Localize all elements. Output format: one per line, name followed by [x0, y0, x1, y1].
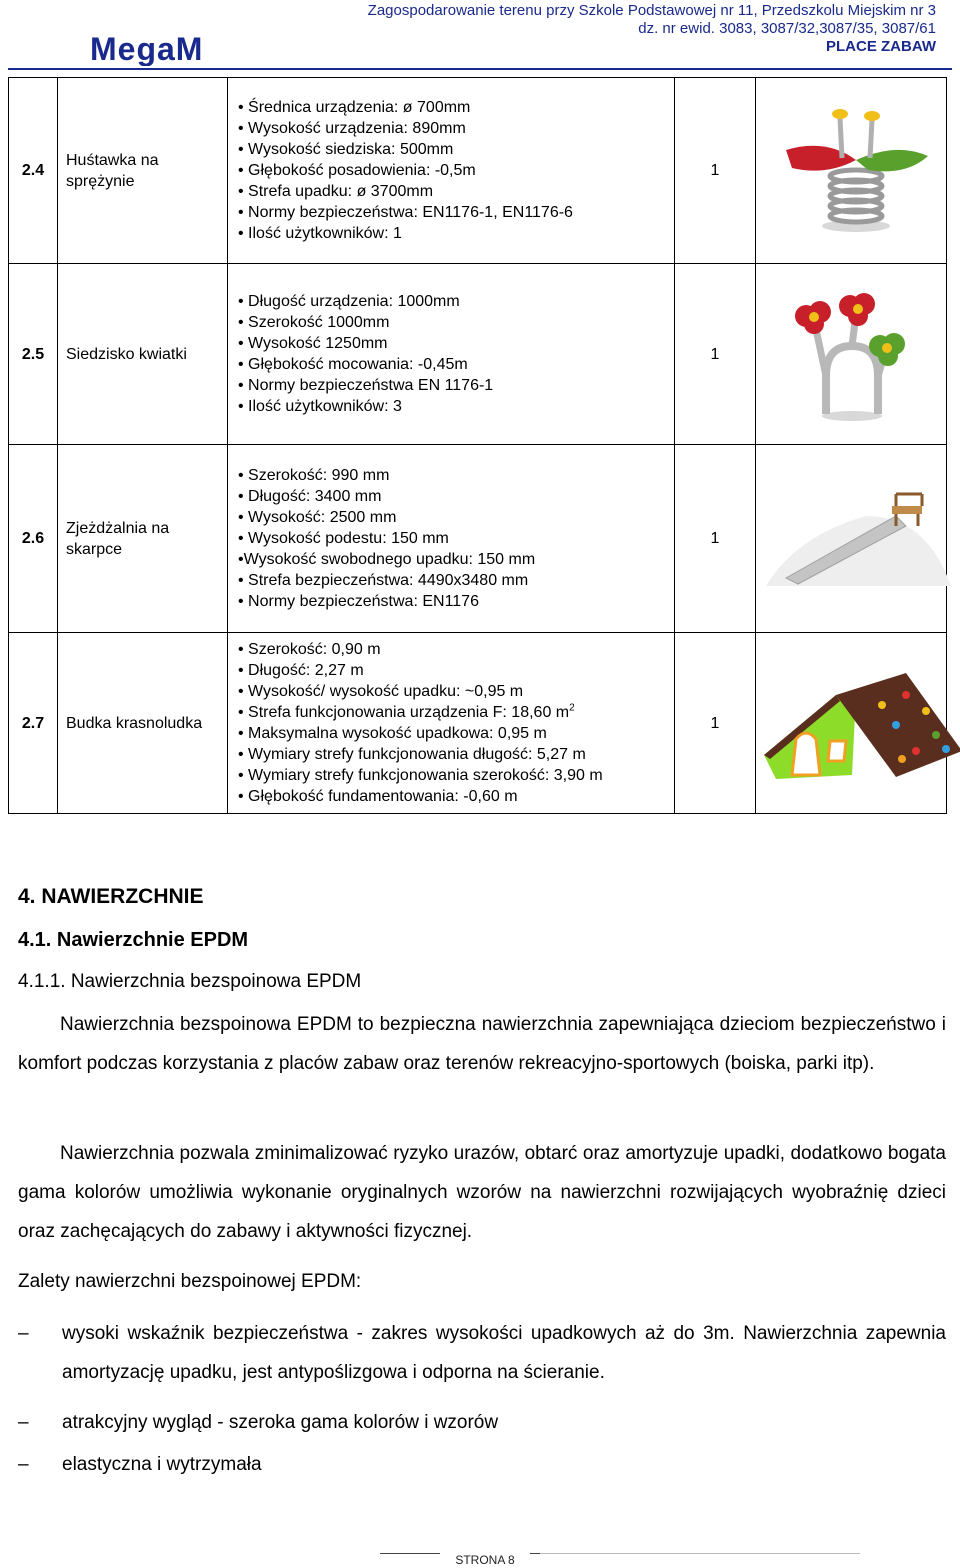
- param-item: • Wysokość swobodnego upadku: 150 mm: [238, 549, 674, 570]
- param-item: • Głębokość posadowienia: -0,5m: [238, 160, 674, 181]
- row-number: 2.7: [9, 633, 58, 814]
- equipment-params: [228, 445, 675, 633]
- page-header: [0, 0, 960, 72]
- param-item: • Długość: 3400 mm: [238, 486, 674, 507]
- param-item: • Głębokość mocowania: -0,45m: [238, 354, 674, 375]
- param-item: • Wymiary strefy funkcjonowania długość: 5,27 m: [238, 744, 674, 765]
- dash-bullet: –: [18, 1412, 29, 1433]
- param-item: • Szerokość: 990 mm: [238, 465, 674, 486]
- dwarf-house-icon: [756, 655, 960, 785]
- equipment-photo: [756, 445, 947, 633]
- table-row: [9, 264, 947, 445]
- subsection-heading: 4.1. Nawierzchnie EPDM: [18, 929, 249, 951]
- param-item: • Wysokość siedziska: 500mm: [238, 139, 674, 160]
- header-parcel-numbers: dz. nr ewid. 3083, 3087/32,3087/35, 3087/61: [638, 20, 936, 37]
- equipment-photo: [756, 264, 947, 445]
- table-row: [9, 445, 947, 633]
- quantity: 1: [675, 78, 756, 264]
- subsubsection-heading: 4.1.1. Nawierzchnia bezspoinowa EPDM: [18, 971, 362, 992]
- unit-superscript: 2: [569, 702, 575, 714]
- param-item: • Szerokość 1000mm: [238, 312, 674, 333]
- param-item: • Ilość użytkowników: 1: [238, 223, 674, 244]
- equipment-name: Siedzisko kwiatki: [58, 264, 228, 445]
- param-item: • Normy bezpieczeństwa EN 1176-1: [238, 375, 674, 396]
- list-item: [18, 1314, 946, 1392]
- param-item: [238, 702, 674, 723]
- param-item: • Szerokość: 0,90 m: [238, 639, 674, 660]
- param-item: • Maksymalna wysokość upadkowa: 0,95 m: [238, 723, 674, 744]
- equipment-params: [228, 264, 675, 445]
- param-item: • Strefa bezpieczeństwa: 4490x3480 mm: [238, 570, 674, 591]
- paragraph-benefits: Nawierzchnia pozwala zminimalizować ryzyko urazów, obtarć oraz amortyzuje upadki, dodatkowo bogata gama kolorów umożliwia wykonanie oryginalnych wzorów na nawierzchni rozwijających wyobraźnię dzieci oraz zachęcających do zabawy i aktywności fizycznej.: [18, 1143, 946, 1242]
- equipment-params: [228, 78, 675, 264]
- slope-slide-icon: [756, 476, 956, 596]
- row-number: 2.4: [9, 78, 58, 264]
- advantages-title: Zalety nawierzchni bezspoinowej EPDM:: [18, 1271, 362, 1292]
- param-item: • Strefa upadku: ø 3700mm: [238, 181, 674, 202]
- table-row: [9, 78, 947, 264]
- quantity: 1: [675, 264, 756, 445]
- param-item: • Wysokość: 2500 mm: [238, 507, 674, 528]
- advantages-list: [18, 1314, 946, 1484]
- row-number: 2.6: [9, 445, 58, 633]
- paragraph-intro: Nawierzchnia bezspoinowa EPDM to bezpieczna nawierzchnia zapewniająca dzieciom bezpieczeństwo i komfort podczas korzystania z placów zabaw oraz terenów rekreacyjno-sportowych (boiska, parki itp).: [18, 1014, 946, 1074]
- quantity: 1: [675, 445, 756, 633]
- svg-text:MegaM: MegaM: [90, 31, 204, 66]
- param-text: Strefa funkcjonowania urządzenia F: 18,60 m: [248, 704, 570, 721]
- param-item: • Normy bezpieczeństwa: EN1176: [238, 591, 674, 612]
- section-heading: 4. NAWIERZCHNIE: [18, 885, 204, 908]
- footer-divider: [540, 1553, 860, 1554]
- header-section-title: PLACE ZABAW: [826, 38, 936, 55]
- flower-seats-icon: [756, 276, 956, 426]
- list-item: [18, 1403, 946, 1442]
- param-item: • Długość: 2,27 m: [238, 660, 674, 681]
- param-item: • Wysokość podestu: 150 mm: [238, 528, 674, 549]
- table-row: [9, 633, 947, 814]
- equipment-name: Zjeżdżalnia na skarpce: [58, 445, 228, 633]
- header-project-title: Zagospodarowanie terenu przy Szkole Podstawowej nr 11, Przedszkolu Miejskim nr 3: [367, 2, 936, 19]
- list-item-text: elastyczna i wytrzymała: [62, 1454, 262, 1475]
- param-item: • Średnica urządzenia: ø 700mm: [238, 97, 674, 118]
- equipment-spec-table: [8, 77, 947, 814]
- page-number: STRONA 8: [440, 1553, 530, 1567]
- dash-bullet: –: [18, 1454, 29, 1475]
- spring-rider-icon: [756, 98, 956, 238]
- equipment-photo: [756, 633, 947, 814]
- row-number: 2.5: [9, 264, 58, 445]
- list-item-text: atrakcyjny wygląd - szeroka gama kolorów i wzorów: [62, 1412, 499, 1433]
- equipment-params: [228, 633, 675, 814]
- param-item: • Ilość użytkowników: 3: [238, 396, 674, 417]
- megam-logo: [88, 30, 238, 66]
- list-item-text: wysoki wskaźnik bezpieczeństwa - zakres wysokości upadkowych aż do 3m. Nawierzchnia zapewnia amortyzację upadku, jest antypoślizgowa i odporna na ścieranie.: [62, 1323, 946, 1383]
- equipment-name: Huśtawka na sprężynie: [58, 78, 228, 264]
- param-item: • Normy bezpieczeństwa: EN1176-1, EN1176-6: [238, 202, 674, 223]
- param-item: • Długość urządzenia: 1000mm: [238, 291, 674, 312]
- param-item: • Głębokość fundamentowania: -0,60 m: [238, 786, 674, 807]
- param-item: • Wysokość urządzenia: 890mm: [238, 118, 674, 139]
- equipment-name: Budka krasnoludka: [58, 633, 228, 814]
- list-item: [18, 1445, 946, 1484]
- param-item: • Wysokość 1250mm: [238, 333, 674, 354]
- param-item: • Wysokość/ wysokość upadku: ~0,95 m: [238, 681, 674, 702]
- quantity: 1: [675, 633, 756, 814]
- param-item: • Wymiary strefy funkcjonowania szerokość: 3,90 m: [238, 765, 674, 786]
- dash-bullet: –: [18, 1323, 29, 1344]
- equipment-photo: [756, 78, 947, 264]
- header-divider: [8, 68, 952, 70]
